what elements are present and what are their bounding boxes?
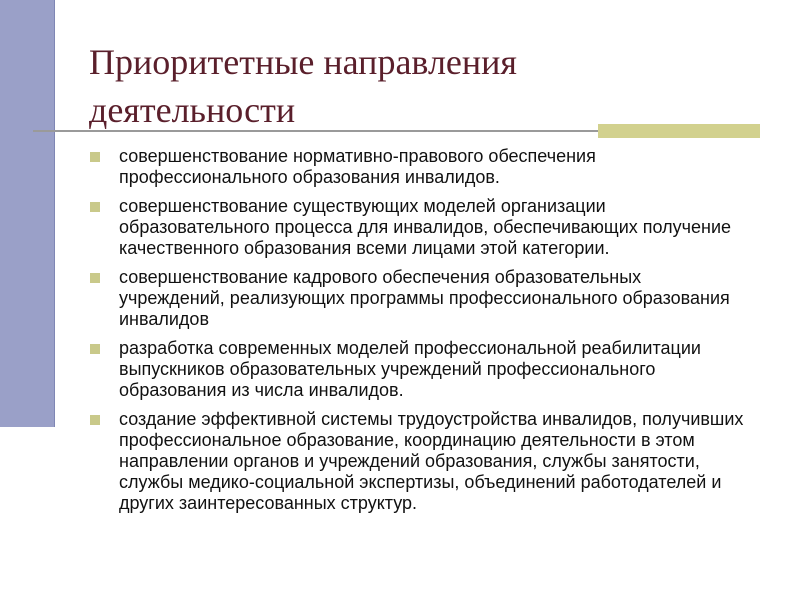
bullet-text: совершенствование существующих моделей организации образовательного процесса для инвалидов, обеспечивающих получение качественного образования всеми лицами этой категории. <box>119 196 732 258</box>
bullet-item-4 <box>90 338 750 401</box>
title-line-1: Приоритетные направления <box>89 42 517 82</box>
square-bullet-icon <box>90 152 100 162</box>
title-line-2: деятельности <box>89 90 296 130</box>
square-bullet-icon <box>90 344 100 354</box>
left-accent-bar <box>0 0 55 427</box>
bullet-item-1 <box>90 146 750 188</box>
square-bullet-icon <box>90 415 100 425</box>
bullet-text: совершенствование кадрового обеспечения образовательных учреждений, реализующих программы профессионального образования инвалидов <box>119 267 730 329</box>
bullet-text: разработка современных моделей профессиональной реабилитации выпускников образовательных учреждений профессионального образования из числа инвалидов. <box>119 338 701 400</box>
bullet-text: совершенствование нормативно-правового обеспечения профессионального образования инвалидов. <box>119 146 596 187</box>
bullet-text: создание эффективной системы трудоустройства инвалидов, получивших профессиональное образование, координацию деятельности в этом направлении органов и учреждений образования, службы занятости, службы медико-социальной экспертизы, объединений работодателей и других заинтересованных структур. <box>119 409 744 513</box>
bullet-item-5 <box>90 409 750 514</box>
divider-accent-block <box>598 124 760 138</box>
bullet-item-3 <box>90 267 750 330</box>
bullet-list <box>90 146 750 522</box>
square-bullet-icon <box>90 202 100 212</box>
bullet-item-2 <box>90 196 750 259</box>
square-bullet-icon <box>90 273 100 283</box>
slide-title <box>89 38 729 134</box>
